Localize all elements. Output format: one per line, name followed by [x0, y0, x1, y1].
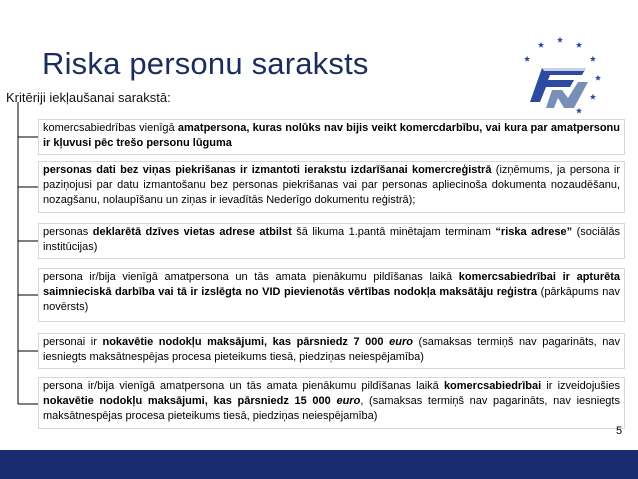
page-number: 5 — [616, 425, 623, 437]
criterion-text-run: (sociālās institūcijas) — [43, 226, 620, 253]
criterion-text-run: euro — [389, 336, 413, 348]
criterion-text-run: komercsabiedrībai ir apturēta saimnieciskā darbība vai tā ir izslēgta no VID pievienotās vērtības nodokļa maksātāju reģistra — [43, 271, 620, 298]
criterion-text-run: komercsabiedrības vienīgā — [43, 122, 178, 134]
criterion-text-run: šā likuma 1.pantā minētajam terminam — [291, 226, 496, 238]
criterion-4 — [38, 268, 625, 322]
criterion-2 — [38, 161, 625, 213]
criterion-1 — [38, 119, 625, 155]
criteria-heading: Kritēriji iekļaušanai sarakstā: — [6, 90, 171, 105]
criterion-text-run: ir izveidojušies — [541, 380, 620, 392]
criterion-text-run: persona ir/bija vienīgā amatpersona un tās amata pienākumu pildīšanas laikā — [43, 380, 444, 392]
criterion-text-run: deklarētā dzīves vietas adrese atbilst — [92, 226, 292, 238]
criterion-text-run: nokavētie nodokļu maksājumi, kas pārsniedz 7 000 — [102, 336, 390, 348]
criterion-text-run: nokavētie nodokļu maksājumi, kas pārsniedz 15 000 — [43, 395, 337, 407]
footer-bar — [0, 450, 638, 479]
criterion-6 — [38, 377, 625, 429]
criterion-5 — [38, 333, 625, 369]
criterion-text-run: , (samaksas termiņš nav pagarināts, nav iesniegts maksātnespējas procesa pieteikums tiesā, piedziņas neiespējamība) — [43, 395, 620, 422]
criterion-text-run: “riska adrese” — [495, 226, 573, 238]
criterion-text-run: amatpersona, kuras nolūks nav bijis veikt komercdarbību, vai kura par amatpersonu ir kļuvusi pēc trešo personu lūguma — [43, 122, 620, 149]
slide-title: Riska personu saraksts — [42, 46, 369, 81]
criterion-text-run: (izņēmums, ja persona ir paziņojusi par datu izmantošanu bez personas piekrišanas vai par personas apliecinoša dokumenta nozaudēšanu, nozagšanu, nolaupīšanu un ziņas ir ievadītās Nederīgo dokumentu reģistrā); — [43, 164, 620, 206]
criterion-text-run: personai ir — [43, 336, 103, 348]
criterion-text-run: komercsabiedrībai — [443, 380, 542, 392]
criterion-text-run: persona ir/bija vienīgā amatpersona un tās amata pienākumu pildīšanas laikā — [43, 271, 459, 283]
criterion-3 — [38, 223, 625, 259]
criterion-text-run: euro — [336, 395, 361, 407]
criterion-text-run: personas dati bez viņas piekrišanas ir izmantoti ierakstu izdarīšanai komercreģistrā — [43, 164, 492, 176]
criterion-text-run: personas — [43, 226, 93, 238]
criterion-text-run: (samaksas termiņš nav pagarināts, nav iesniegts maksātnespējas procesa pieteikums tiesā, piedziņas neiespējamība) — [43, 336, 620, 363]
criterion-text-run: (pārkāpums nav novērsts) — [43, 286, 620, 313]
